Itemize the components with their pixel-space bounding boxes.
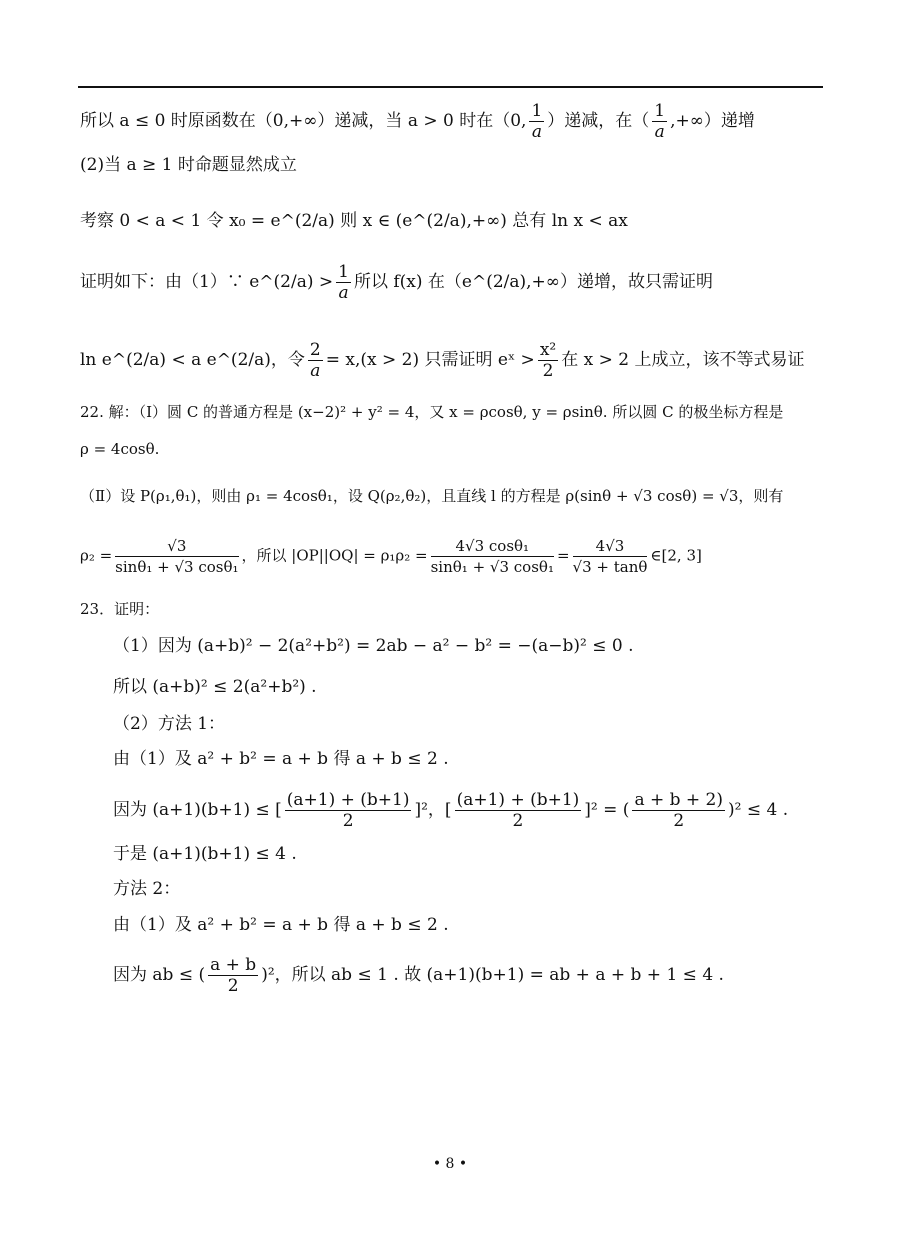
fraction-numerator: (a+1) + (b+1) <box>456 790 580 810</box>
fraction <box>431 536 554 577</box>
fraction-denominator: 2 <box>342 811 354 831</box>
text-segment: = x,(x > 2) 只需证明 eˣ > <box>325 350 535 370</box>
fraction <box>308 340 323 381</box>
line-3: 考察 0 < a < 1 令 x₀ = e^(2/a) 则 x ∈ (e^(2/a),+∞) 总有 ln x < ax <box>80 211 628 231</box>
text-segment: ）递减，在（ <box>547 111 650 131</box>
line-8: （Ⅱ）设 P(ρ₁,θ₁)，则由 ρ₁ = 4cosθ₁，设 Q(ρ₂,θ₂)，且直线 l 的方程是 ρ(sinθ + √3 cosθ) = √3，则有 <box>80 487 784 505</box>
text-segment: ]² = ( <box>584 800 630 820</box>
fraction <box>115 536 238 577</box>
fraction-denominator: sinθ₁ + √3 cosθ₁ <box>115 558 239 576</box>
fraction-denominator: a <box>531 122 542 142</box>
line-17: 方法 2： <box>113 879 181 899</box>
fraction-denominator: sinθ₁ + √3 cosθ₁ <box>430 558 554 576</box>
line-14: 由（1）及 a² + b² = a + b 得 a + b ≤ 2 . <box>113 749 449 769</box>
text-segment: ，所以 |OP||OQ| = ρ₁ρ₂ = <box>241 546 428 565</box>
fraction-denominator: a <box>338 283 349 303</box>
fraction <box>573 536 648 577</box>
fraction-numerator: 1 <box>654 101 666 121</box>
fraction-numerator: 4√3 <box>573 536 648 557</box>
text-segment: = <box>556 546 570 565</box>
fraction <box>455 790 582 831</box>
text-segment: ln e^(2/a) < a e^(2/a)，令 <box>80 350 305 370</box>
fraction-numerator: (a+1) + (b+1) <box>286 790 410 810</box>
line-12: 所以 (a+b)² ≤ 2(a²+b²) . <box>113 677 317 697</box>
text-segment: 在 x > 2 上成立，该不等式易证 <box>561 350 805 370</box>
fraction-denominator: a <box>654 122 665 142</box>
fraction-numerator: a + b <box>210 955 257 975</box>
fraction-numerator: 1 <box>338 262 349 282</box>
text-segment: 因为 ab ≤ ( <box>113 965 206 985</box>
text-segment: )² ≤ 4 . <box>728 800 789 820</box>
line-1 <box>80 101 755 142</box>
line-2: (2)当 a ≥ 1 时命题显然成立 <box>80 155 297 175</box>
fraction-numerator: 2 <box>309 340 321 360</box>
top-rule <box>78 86 823 88</box>
fraction <box>285 790 412 831</box>
text-segment: ∈[2, 3] <box>650 546 702 565</box>
text-segment: 所以 a ≤ 0 时原函数在（0,+∞）递减，当 a > 0 时在（0, <box>80 111 527 131</box>
fraction-denominator: 2 <box>227 976 239 996</box>
fraction <box>632 790 725 831</box>
text-segment: 因为 (a+1)(b+1) ≤ [ <box>113 800 282 820</box>
fraction-denominator: √3 + tanθ <box>572 558 648 576</box>
line-16: 于是 (a+1)(b+1) ≤ 4 . <box>113 844 297 864</box>
page-number: • 8 • <box>432 1156 468 1172</box>
line-10: 23．证明： <box>80 600 160 618</box>
line-18: 由（1）及 a² + b² = a + b 得 a + b ≤ 2 . <box>113 915 449 935</box>
fraction <box>336 262 351 303</box>
text-segment: ]²，[ <box>414 800 452 820</box>
line-6: 22. 解：（Ⅰ）圆 C 的普通方程是 (x−2)² + y² = 4，又 x = ρcosθ, y = ρsinθ. 所以圆 C 的极坐标方程是 <box>80 403 784 421</box>
line-19 <box>113 955 724 996</box>
fraction-numerator: √3 <box>115 536 238 557</box>
text-segment: 证明如下：由（1）∵ e^(2/a) > <box>80 272 334 292</box>
line-4 <box>80 262 713 303</box>
text-segment: 所以 f(x) 在（e^(2/a),+∞）递增，故只需证明 <box>353 272 713 292</box>
line-13: （2）方法 1： <box>113 714 226 734</box>
fraction <box>529 101 544 142</box>
line-5 <box>80 340 804 381</box>
line-9 <box>80 536 702 577</box>
fraction-numerator: 4√3 cosθ₁ <box>431 536 554 557</box>
text-segment: ,+∞）递增 <box>670 111 755 131</box>
fraction <box>538 340 558 381</box>
fraction-numerator: a + b + 2) <box>634 790 724 810</box>
fraction-numerator: x² <box>539 340 557 360</box>
text-segment: ρ₂ = <box>80 546 113 565</box>
text-segment: )²，所以 ab ≤ 1 . 故 (a+1)(b+1) = ab + a + b + 1 ≤ 4 . <box>261 965 724 985</box>
fraction-numerator: 1 <box>531 101 543 121</box>
fraction-denominator: a <box>310 361 321 381</box>
fraction-denominator: 2 <box>673 811 685 831</box>
line-15 <box>113 790 788 831</box>
line-11: （1）因为 (a+b)² − 2(a²+b²) = 2ab − a² − b² = −(a−b)² ≤ 0 . <box>113 636 634 656</box>
fraction-denominator: 2 <box>512 811 524 831</box>
fraction <box>652 101 667 142</box>
line-7: ρ = 4cosθ. <box>80 440 160 458</box>
fraction-denominator: 2 <box>542 361 554 381</box>
fraction <box>208 955 258 996</box>
